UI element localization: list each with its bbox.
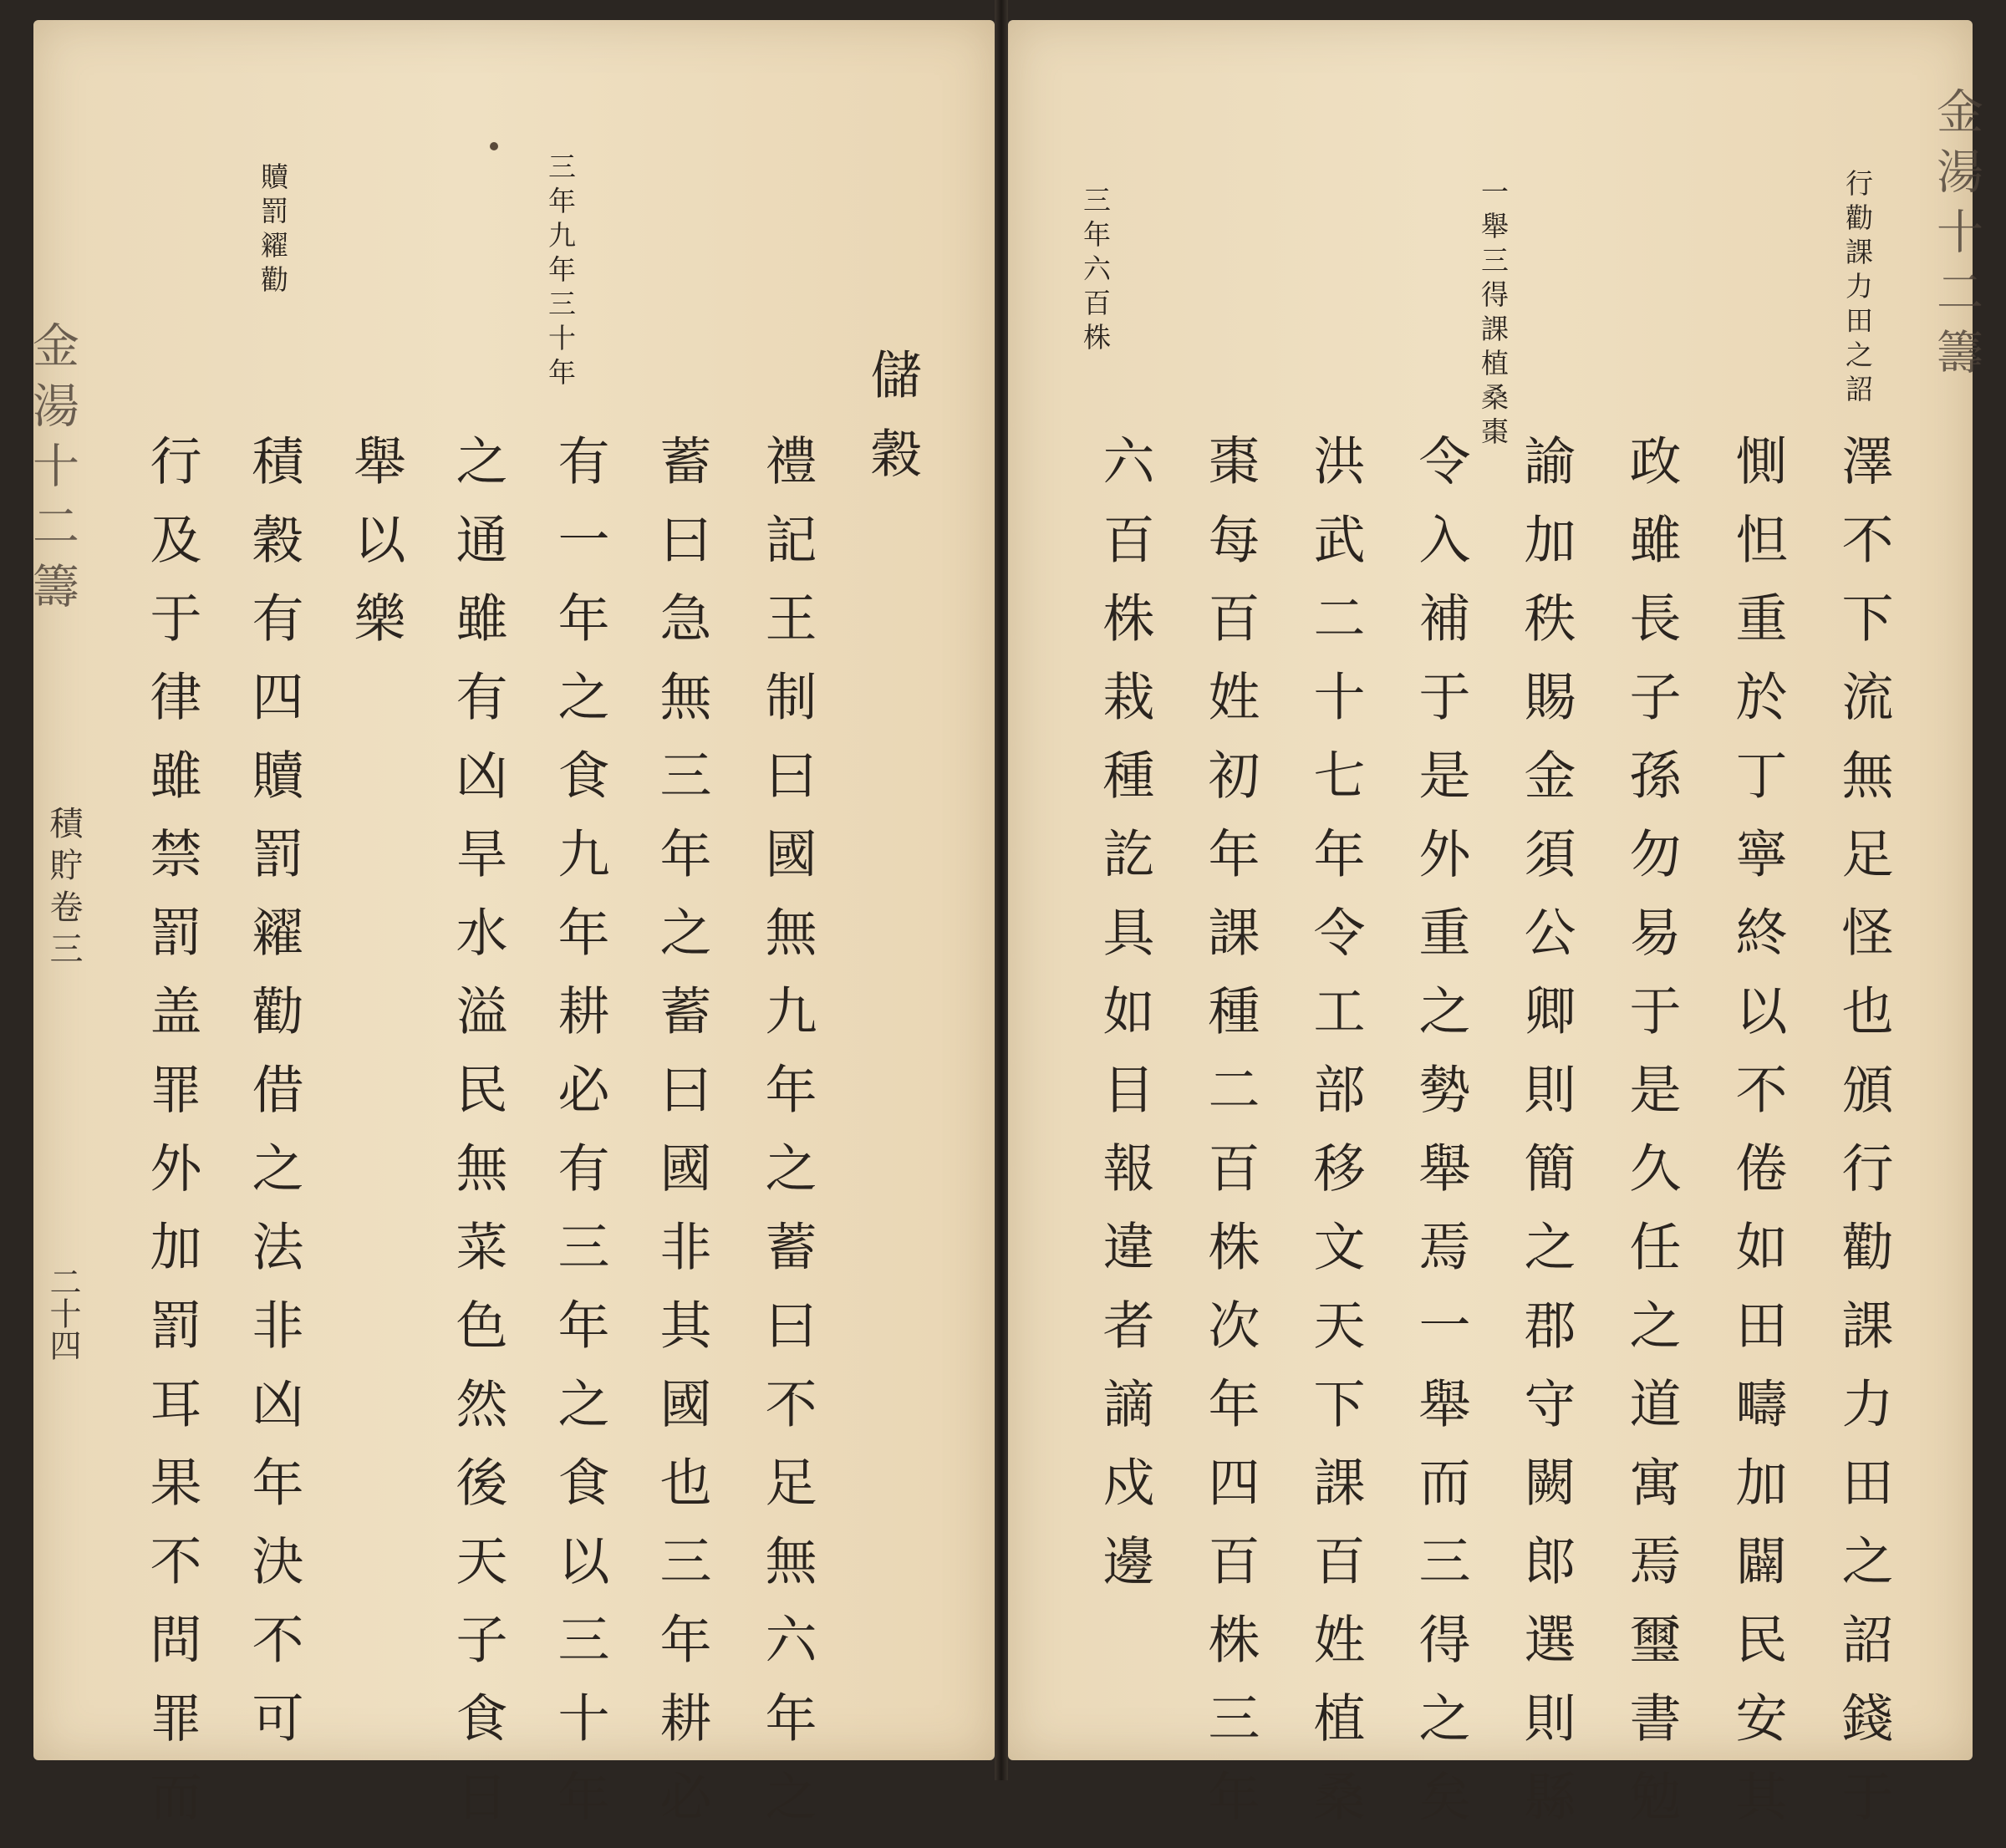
text-column: 蓄曰急無三年之蓄曰國非其國也三年耕必 [651,434,712,1848]
margin-note: 贖罰糴勸 [257,162,289,299]
text-column: 禮記王制曰國無九年之蓄曰不足無六年之 [756,434,817,1848]
page-number: 二十四 [44,1265,81,1361]
text-column: 惻怛重於丁寧終以不倦如田疇加闢民安其 [1727,434,1788,1848]
left-page [25,20,995,1848]
right-page [1008,20,1983,1848]
book-gutter [995,0,1008,1780]
text-column: 澤不下流無足怪也頒行勸課力田之詔錢于 [1833,434,1894,1848]
margin-note: 行勸課力田之詔 [1841,169,1874,409]
ink-mark [490,142,498,150]
edge-title: 金湯十二籌 [1929,87,1983,388]
text-column: 洪武二十七年令工部移文天下課百姓植桑 [1305,434,1366,1848]
margin-note: 三年六百株 [1079,186,1112,357]
edge-title: 金湯十二籌 [25,321,79,622]
folio-label: 積貯卷三 [44,806,83,973]
margin-note: 一舉三得課植桑棗 [1477,177,1510,451]
text-column: 令入補于是外重之勢舉焉一舉而三得之矣 [1410,434,1471,1848]
text-column: 六百株栽種訖具如目報違者謫戍邊 [1094,434,1155,1612]
section-heading: 儲穀 [862,348,923,505]
text-column: 政雖長子孫勿易于是久任之道寓焉璽書勉 [1621,434,1682,1848]
text-column: 之通雖有凶旱水溢民無菜色然後天子食日 [447,434,508,1848]
text-column: 行及于律雖禁罰盖罪外加罰耳果不問罪而 [141,434,202,1848]
text-column: 積穀有四贖罰糴勸借之法非凶年決不可 [243,434,304,1769]
text-column: 諭加秩賜金須公卿則簡之郡守闕郎選則縣 [1515,434,1576,1848]
text-column: 棗每百姓初年課種二百株次年四百株三年 [1199,434,1260,1848]
margin-note: 三年九年三十年 [544,152,577,392]
text-column: 舉以樂 [345,434,406,669]
text-column: 有一年之食九年耕必有三年之食以三十年 [549,434,610,1848]
